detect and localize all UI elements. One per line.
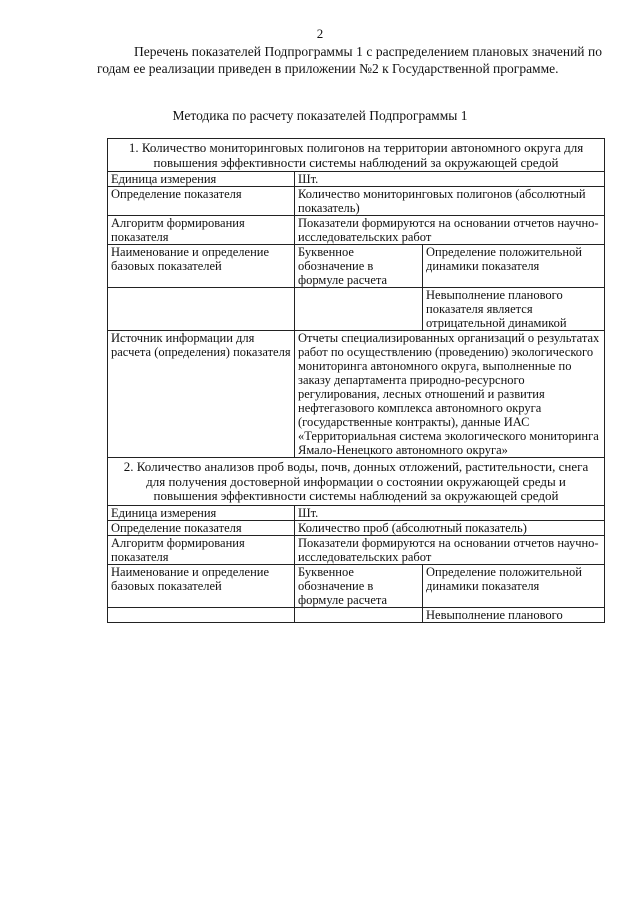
symbol-label: Буквенное обозначение в формуле расчета: [295, 564, 423, 607]
section-2-header-row: [108, 458, 605, 506]
table-row: [108, 172, 605, 187]
section-2-title: 2. Количество анализов проб воды, почв, донных отложений, растительности, снега для получения достоверной информации о состоянии окружающей среды и повышения эффективности системы наблюдений за окружающей средой: [108, 458, 605, 506]
table-row: [108, 505, 605, 520]
algorithm-value: Показатели формируются на основании отчетов научно-исследовательских работ: [295, 216, 605, 245]
table-row: [108, 187, 605, 216]
intro-paragraph: Перечень показателей Подпрограммы 1 с распределением плановых значений по годам ее реализации приведен в приложении №2 к Государственной программе.: [97, 44, 602, 76]
definition-label: Определение показателя: [108, 520, 295, 535]
positive-dynamics-label: Определение положительной динамики показателя: [423, 245, 605, 288]
empty-cell: [295, 607, 423, 622]
unit-label: Единица измерения: [108, 172, 295, 187]
base-indicators-label: Наименование и определение базовых показателей: [108, 564, 295, 607]
table-row: [108, 288, 605, 331]
base-indicators-label: Наименование и определение базовых показателей: [108, 245, 295, 288]
definition-value: Количество мониторинговых полигонов (абсолютный показатель): [295, 187, 605, 216]
unit-value: Шт.: [295, 172, 605, 187]
indicators-table: [107, 138, 605, 623]
table-row: [108, 607, 605, 622]
source-label: Источник информации для расчета (определения) показателя: [108, 331, 295, 458]
definition-value: Количество проб (абсолютный показатель): [295, 520, 605, 535]
section-1-title: 1. Количество мониторинговых полигонов на территории автономного округа для повышения эффективности системы наблюдений за окружающей средой: [108, 139, 605, 172]
negative-dynamics-text: Невыполнение планового: [423, 607, 605, 622]
unit-value: Шт.: [295, 505, 605, 520]
table-row: [108, 535, 605, 564]
negative-dynamics-text: Невыполнение планового показателя является отрицательной динамикой: [423, 288, 605, 331]
definition-label: Определение показателя: [108, 187, 295, 216]
section-1-header-row: [108, 139, 605, 172]
symbol-label: Буквенное обозначение в формуле расчета: [295, 245, 423, 288]
algorithm-value: Показатели формируются на основании отчетов научно-исследовательских работ: [295, 535, 605, 564]
empty-cell: [295, 288, 423, 331]
positive-dynamics-label: Определение положительной динамики показателя: [423, 564, 605, 607]
table-row: [108, 331, 605, 458]
unit-label: Единица измерения: [108, 505, 295, 520]
algorithm-label: Алгоритм формирования показателя: [108, 216, 295, 245]
table-row: [108, 245, 605, 288]
algorithm-label: Алгоритм формирования показателя: [108, 535, 295, 564]
page-number: 2: [316, 26, 324, 41]
source-value: Отчеты специализированных организаций о результатах работ по осуществлению (проведению) экологического мониторинга автономного округа, выполненные по заказу департамента природно-ресурсного регулирования, лесных отношений и развития нефтегазового комплекса автономного округа (государственные контракты), данные ИАС «Территориальная система экологического мониторинга Ямало-Ненецкого автономного округа»: [295, 331, 605, 458]
empty-cell: [108, 607, 295, 622]
table-row: [108, 216, 605, 245]
empty-cell: [108, 288, 295, 331]
table-row: [108, 564, 605, 607]
table-row: [108, 520, 605, 535]
method-title: Методика по расчету показателей Подпрограммы 1: [172, 108, 468, 123]
